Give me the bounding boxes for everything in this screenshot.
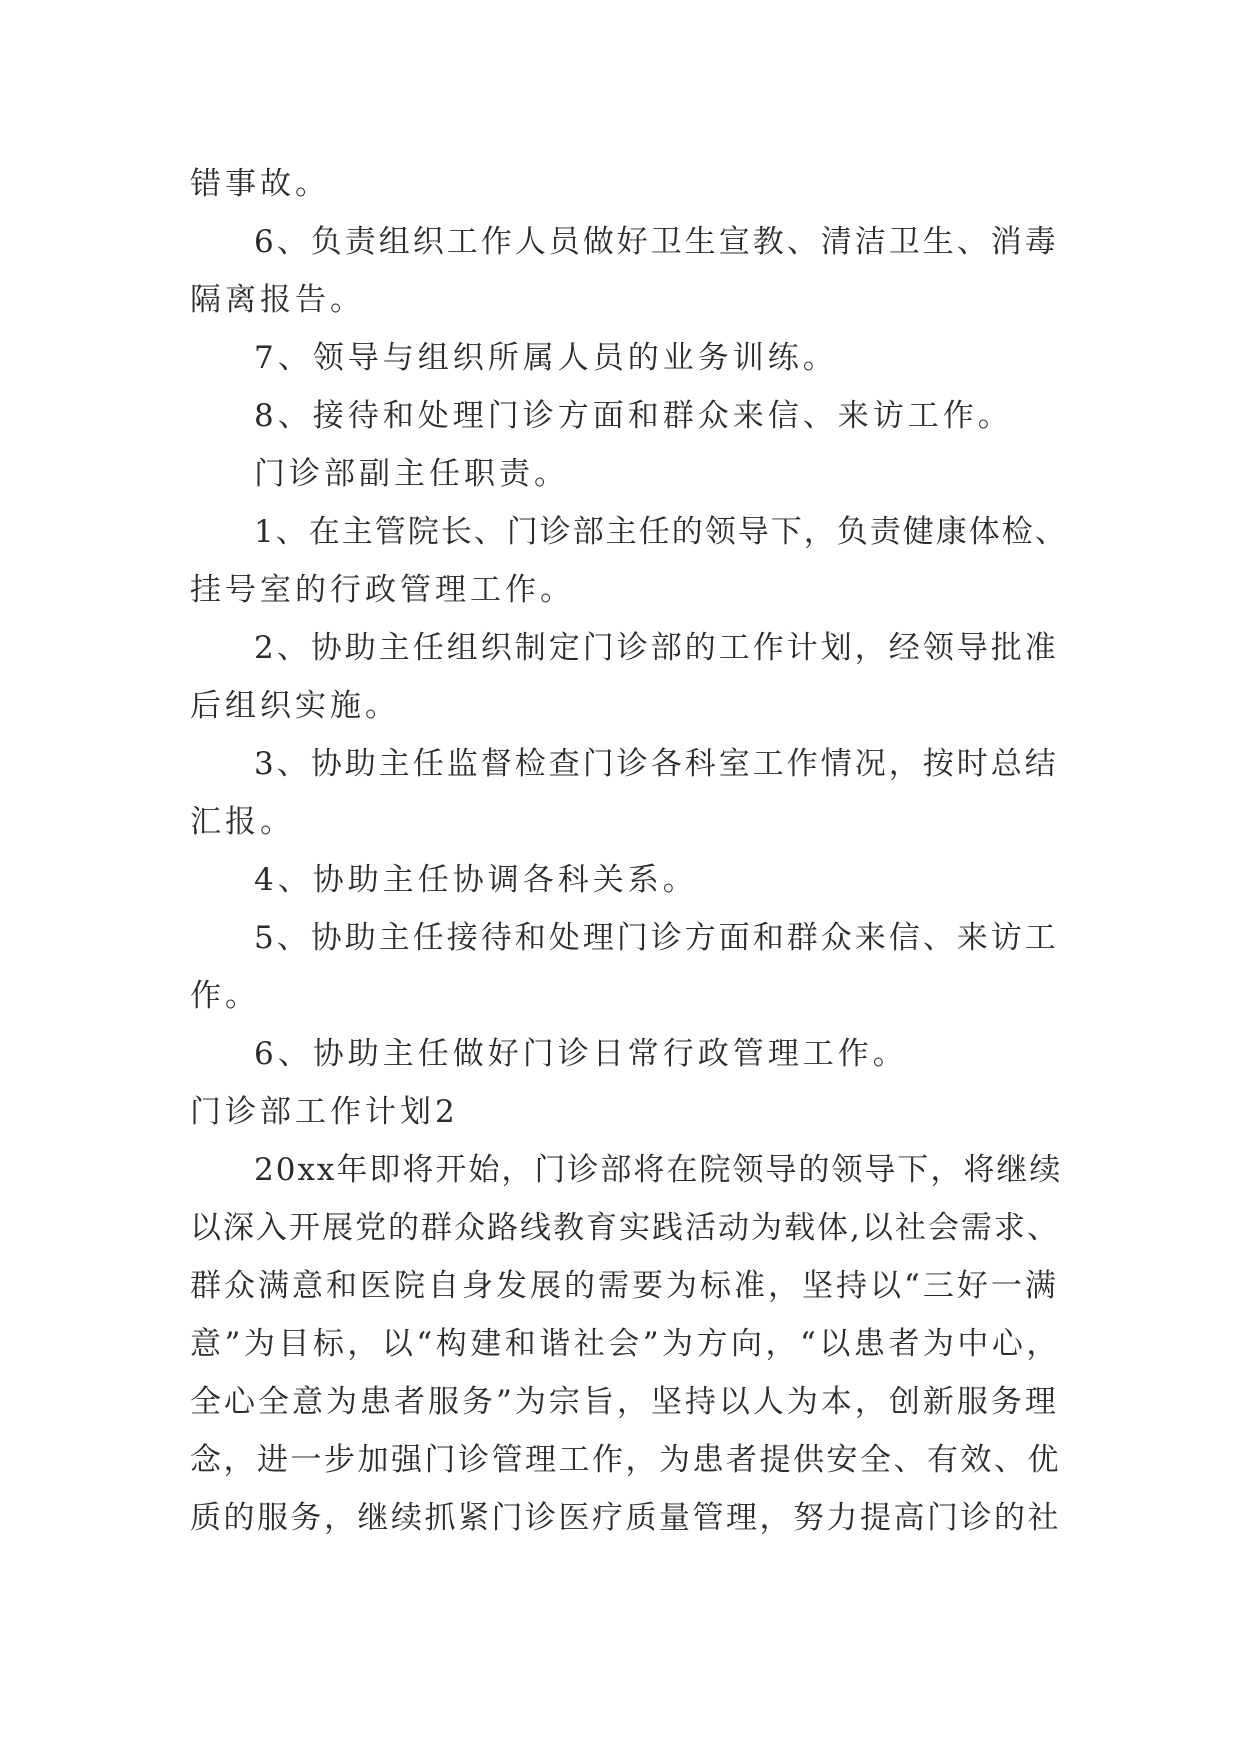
- text-line: 4、协助主任协调各科关系。: [254, 862, 698, 898]
- text-line: 意”为目标，以“构建和谐社会”为方向，“以患者为中心，: [190, 1326, 1061, 1362]
- text-line: 群众满意和医院自身发展的需要为标准，坚持以“三好一满: [190, 1268, 1059, 1304]
- text-line: 6、负责组织工作人员做好卫生宣教、清洁卫生、消毒: [254, 224, 1059, 260]
- text-line: 5、协助主任接待和处理门诊方面和群众来信、来访工: [254, 920, 1059, 956]
- text-line: 6、协助主任做好门诊日常行政管理工作。: [254, 1036, 908, 1072]
- text-line: 3、协助主任监督检查门诊各科室工作情况，按时总结: [254, 746, 1059, 782]
- text-line: 7、领导与组织所属人员的业务训练。: [254, 340, 838, 376]
- text-line: 20xx年即将开始，门诊部将在院领导的领导下，将继续: [254, 1152, 1063, 1188]
- text-line: 挂号室的行政管理工作。: [190, 572, 575, 608]
- text-line: 1、在主管院长、门诊部主任的领导下，负责健康体检、: [254, 514, 1068, 550]
- document-body: [190, 155, 1070, 1547]
- text-line: 以深入开展党的群众路线教育实践活动为载体,以社会需求、: [190, 1210, 1060, 1246]
- text-line: 错事故。: [190, 166, 330, 202]
- text-line: 后组织实施。: [190, 688, 400, 724]
- text-line: 质的服务，继续抓紧门诊医疗质量管理，努力提高门诊的社: [190, 1500, 1061, 1536]
- text-line: 隔离报告。: [190, 282, 365, 318]
- section-title: 门诊部工作计划2: [190, 1094, 459, 1130]
- text-line: 汇报。: [190, 804, 295, 840]
- text-line: 念，进一步加强门诊管理工作，为患者提供安全、有效、优: [190, 1442, 1061, 1478]
- text-line: 作。: [190, 978, 260, 1014]
- text-line: 8、接待和处理门诊方面和群众来信、来访工作。: [254, 398, 1013, 434]
- text-line: 2、协助主任组织制定门诊部的工作计划，经领导批准: [254, 630, 1059, 666]
- text-line: 全心全意为患者服务”为宗旨，坚持以人为本，创新服务理: [190, 1384, 1059, 1420]
- section-heading: 门诊部副主任职责。: [254, 456, 569, 492]
